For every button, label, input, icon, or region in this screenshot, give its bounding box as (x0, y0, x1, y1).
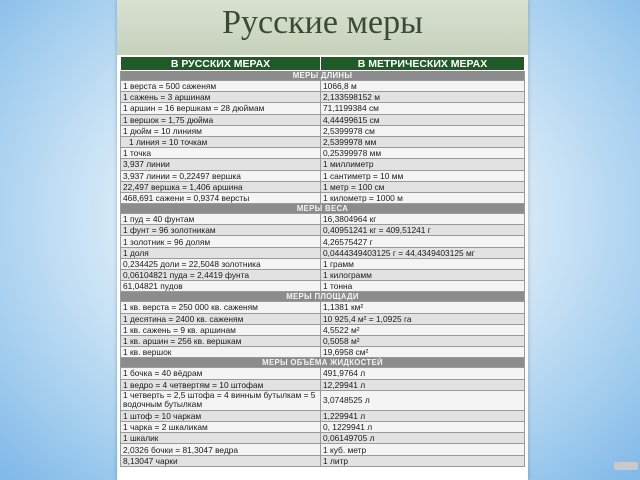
section-row (121, 292, 525, 302)
table-row (121, 114, 525, 125)
russian-measure-cell: 0,234425 доли = 22,5048 золотника (121, 258, 321, 269)
russian-measure-cell: 1 дюйм = 10 линиям (121, 125, 321, 136)
table-row (121, 390, 525, 410)
russian-measure-cell: 8,13047 чарки (121, 455, 321, 466)
russian-measure-cell: 1 доля (121, 247, 321, 258)
russian-measure-cell: 1 точка (121, 148, 321, 159)
russian-measure-cell: 1 аршин = 16 вершкам = 28 дюймам (121, 103, 321, 114)
metric-measure-cell: 1066,8 м (321, 81, 525, 92)
russian-measure-cell: 1 сажень = 3 аршинам (121, 92, 321, 103)
table-row (121, 181, 525, 192)
russian-measure-cell: 1 кв. верста = 250 000 кв. саженям (121, 302, 321, 313)
metric-measure-cell: 1,229941 л (321, 410, 525, 421)
russian-measure-cell: 1 золотник = 96 долям (121, 236, 321, 247)
table-row (121, 258, 525, 269)
metric-measure-cell: 4,26575427 г (321, 236, 525, 247)
russian-measure-cell: 1 линия = 10 точкам (121, 136, 321, 147)
section-row (121, 358, 525, 368)
russian-measure-cell: 1 бочка = 40 вёдрам (121, 368, 321, 379)
table-row (121, 335, 525, 346)
russian-measure-cell: 2,0326 бочки = 81,3047 ведра (121, 444, 321, 455)
metric-measure-cell: 4,5522 м² (321, 324, 525, 335)
russian-measure-cell: 61,04821 пудов (121, 281, 321, 292)
metric-measure-cell: 16,3804964 кг (321, 214, 525, 225)
section-title: МЕРЫ ПЛОЩАДИ (121, 292, 525, 302)
metric-measure-cell: 0,5058 м² (321, 335, 525, 346)
metric-measure-cell: 1 миллиметр (321, 159, 525, 170)
table-row (121, 225, 525, 236)
table-row (121, 433, 525, 444)
metric-measure-cell: 1 литр (321, 455, 525, 466)
russian-measure-cell: 1 верста = 500 саженям (121, 81, 321, 92)
russian-measure-cell: 1 фунт = 96 золотникам (121, 225, 321, 236)
russian-measure-cell: 1 четверть = 2,5 штофа = 4 винным бутылкам = 5 водочным бутылкам (121, 390, 321, 410)
metric-measure-cell: 1 тонна (321, 281, 525, 292)
metric-measure-cell: 1 километр = 1000 м (321, 192, 525, 203)
header-metric: В МЕТРИЧЕСКИХ МЕРАХ (321, 57, 525, 71)
table-row (121, 159, 525, 170)
metric-measure-cell: 2,133598152 м (321, 92, 525, 103)
russian-measure-cell: 3,937 линии (121, 159, 321, 170)
section-title: МЕРЫ ОБЪЁМА ЖИДКОСТЕЙ (121, 358, 525, 368)
table-row (121, 103, 525, 114)
metric-measure-cell: 0,0444349403125 г = 44,4349403125 мг (321, 247, 525, 258)
table-row (121, 379, 525, 390)
table-row (121, 444, 525, 455)
russian-measure-cell: 22,497 вершка = 1,406 аршина (121, 181, 321, 192)
metric-measure-cell: 0,40951241 кг = 409,51241 г (321, 225, 525, 236)
metric-measure-cell: 3,0748525 л (321, 390, 525, 410)
table-header-row (121, 57, 525, 71)
watermark-mark (614, 462, 638, 470)
russian-measure-cell: 0,06104821 пуда = 2,4419 фунта (121, 270, 321, 281)
russian-measure-cell: 1 вершок = 1,75 дюйма (121, 114, 321, 125)
table-row (121, 92, 525, 103)
russian-measure-cell: 1 десятина = 2400 кв. саженям (121, 313, 321, 324)
russian-measure-cell: 3,937 линии = 0,22497 вершка (121, 170, 321, 181)
russian-measure-cell: 1 кв. вершок (121, 347, 321, 358)
russian-measure-cell: 468,691 сажени = 0,9374 версты (121, 192, 321, 203)
page-title: Русские меры (222, 4, 423, 41)
slide (117, 0, 528, 480)
table-row (121, 192, 525, 203)
metric-measure-cell: 2,5399978 мм (321, 136, 525, 147)
russian-measure-cell: 1 штоф = 10 чаркам (121, 410, 321, 421)
metric-measure-cell: 1 грамм (321, 258, 525, 269)
metric-measure-cell: 19,6958 см² (321, 347, 525, 358)
russian-measure-cell: 1 пуд = 40 фунтам (121, 214, 321, 225)
table-body (121, 71, 525, 467)
metric-measure-cell: 0,06149705 л (321, 433, 525, 444)
metric-measure-cell: 1 куб. метр (321, 444, 525, 455)
table-row (121, 347, 525, 358)
table-row (121, 236, 525, 247)
header-russian: В РУССКИХ МЕРАХ (121, 57, 321, 71)
metric-measure-cell: 491,9764 л (321, 368, 525, 379)
table-row (121, 410, 525, 421)
russian-measure-cell: 1 чарка = 2 шкаликам (121, 422, 321, 433)
table-row (121, 81, 525, 92)
metric-measure-cell: 0,25399978 мм (321, 148, 525, 159)
metric-measure-cell: 0, 1229941 л (321, 422, 525, 433)
table-row (121, 281, 525, 292)
table-row (121, 148, 525, 159)
table-row (121, 170, 525, 181)
table-row (121, 302, 525, 313)
metric-measure-cell: 1,1381 км² (321, 302, 525, 313)
russian-measure-cell: 1 кв. аршин = 256 кв. вершкам (121, 335, 321, 346)
table-row (121, 270, 525, 281)
table-row (121, 136, 525, 147)
metric-measure-cell: 1 килограмм (321, 270, 525, 281)
metric-measure-cell: 10 925,4 м² = 1,0925 га (321, 313, 525, 324)
section-title: МЕРЫ ДЛИНЫ (121, 71, 525, 81)
section-row (121, 71, 525, 81)
table-row (121, 455, 525, 466)
metric-measure-cell: 12,29941 л (321, 379, 525, 390)
table-row (121, 422, 525, 433)
metric-measure-cell: 1 сантиметр = 10 мм (321, 170, 525, 181)
metric-measure-cell: 1 метр = 100 см (321, 181, 525, 192)
metric-measure-cell: 2,5399978 см (321, 125, 525, 136)
table-row (121, 368, 525, 379)
russian-measure-cell: 1 кв. сажень = 9 кв. аршинам (121, 324, 321, 335)
table-row (121, 125, 525, 136)
measures-table (120, 56, 525, 467)
russian-measure-cell: 1 ведро = 4 четвертям = 10 штофам (121, 379, 321, 390)
metric-measure-cell: 71,1199384 см (321, 103, 525, 114)
metric-measure-cell: 4,44499615 см (321, 114, 525, 125)
section-row (121, 204, 525, 214)
title-band (117, 0, 528, 55)
table-row (121, 324, 525, 335)
table-row (121, 247, 525, 258)
section-title: МЕРЫ ВЕСА (121, 204, 525, 214)
russian-measure-cell: 1 шкалик (121, 433, 321, 444)
table-row (121, 313, 525, 324)
table-row (121, 214, 525, 225)
